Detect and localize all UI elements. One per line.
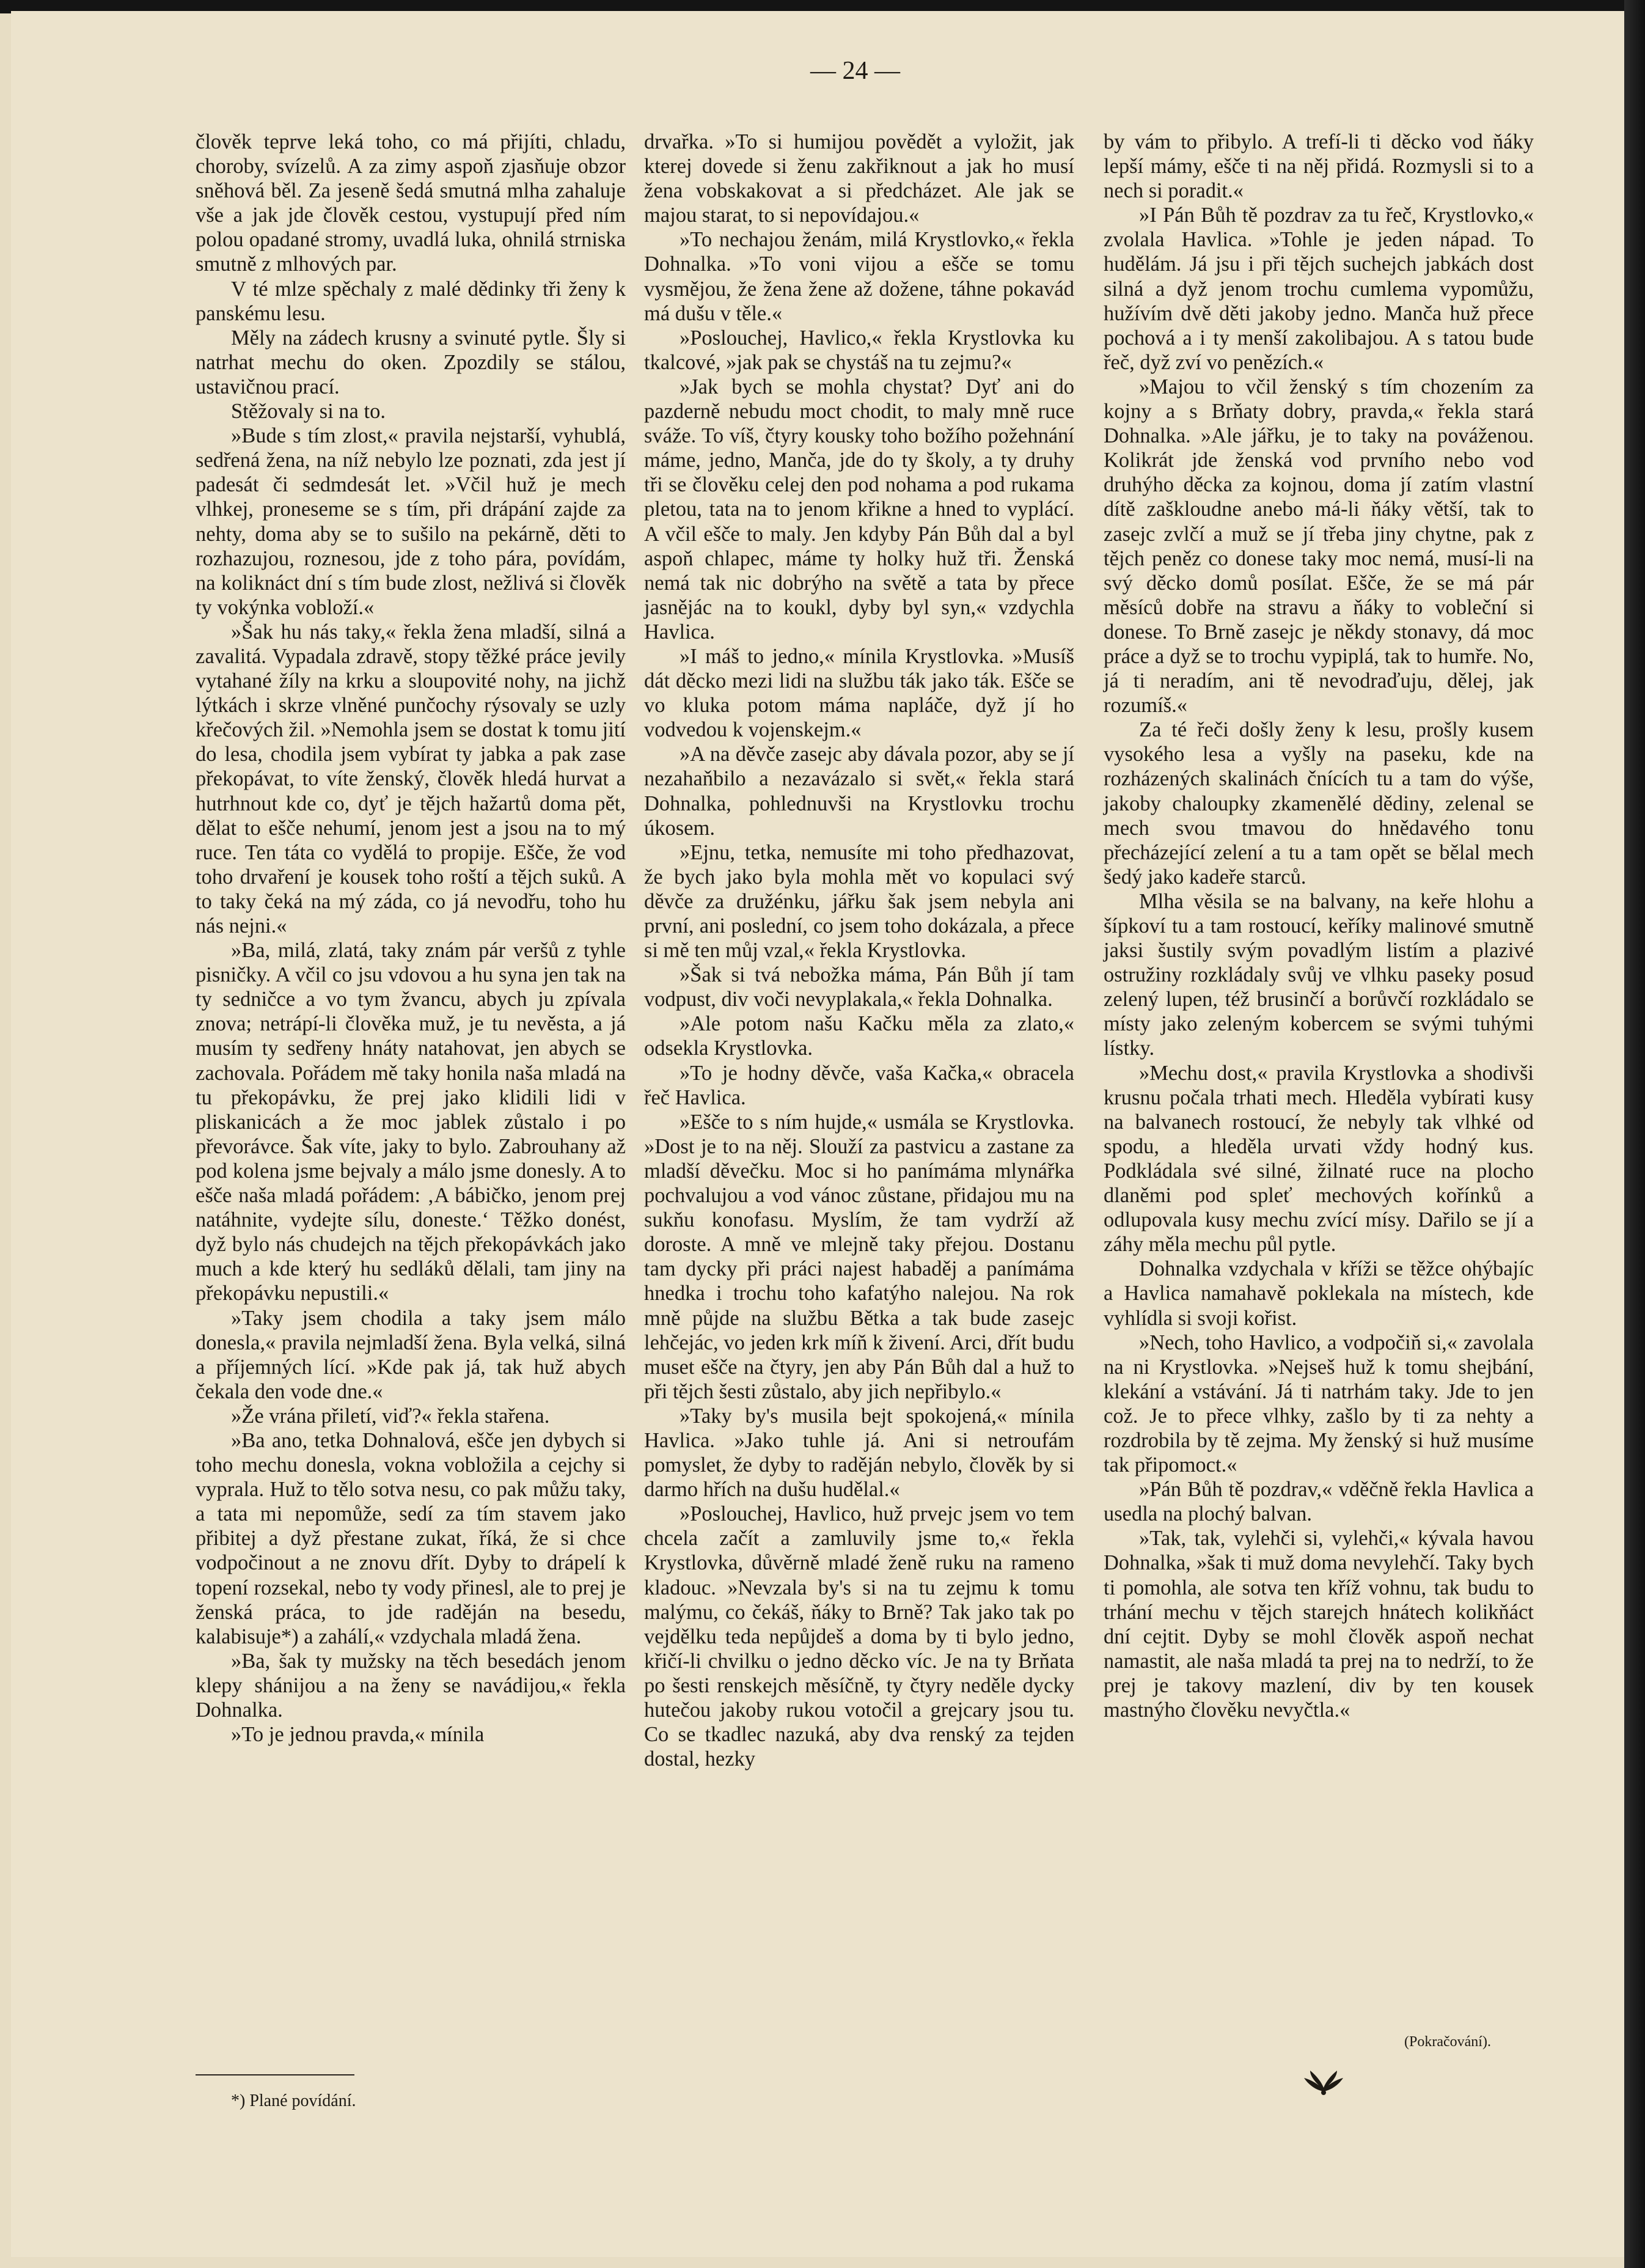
paragraph: »Mechu dost,« pravila Krystlovka a shodivši krusnu počala trhati mech. Hleděla vybírati kusy na balvanech rostoucí, že nebyly tak vlhké od spodu, a hleděla urvati vždy hodný kus. Podkládala své silné, žilnaté ruce na plocho dlaněmi pod spleť mechových kořínků a odlupovala kusy mechu zvící mísy. Dařilo se jí a záhy měla mechu půl pytle.: [1104, 1061, 1534, 1257]
paragraph: »To je hodny děvče, vaša Kačka,« obracela řeč Havlica.: [644, 1061, 1074, 1109]
text-column-2: [644, 130, 1074, 1771]
paragraph: Dohnalka vzdychala v kříži se těžce ohýbajíc a Havlica namahavě poklekala na místech, kde vyhlídla si svoji kořist.: [1104, 1257, 1534, 1330]
paragraph: »Poslouchej, Havlico, huž prvejc jsem vo tem chcela začít a zamluvily jsme to,« řekla Krystlovka, důvěrně mladé ženě ruku na rameno kladouc. »Nevzala by's si na tu zejmu k tomu malýmu, co čekáš, ňáky to Brně? Tak jako tak po vejdělku teda nepůjdeš a doma by ti bylo jedno, křičí-li chvilku o jedno děcko víc. Je na ty Brňata po šesti renskejch měsíčně, ty čtyry neděle dycky hutečou jakoby rukou votočil a grejcary jsou tu. Co se tkadlec nazuká, aby dva renský za tejden dostal, hezky: [644, 1502, 1074, 1771]
paragraph: »To je jednou pravda,« mínila: [231, 1723, 485, 1747]
paragraph: »Jak bych se mohla chystat? Dyť ani do pazderně nebudu moct chodit, to maly mně ruce sváže. To víš, čtyry kousky toho božího požehnání máme, jedno, Manča, jde do ty školy, a ty druhy tři se člověku celej den pod nohama a pod rukama pletou, tata na to jenom křikne a hned to vyplácí. A včil ešče to maly. Jen kdyby Pán Bůh dal a byl aspoň chlapec, máme ty holky huž tři. Ženská nemá tak nic dobrýho na světě a tata by přece jasnějác na to koukl, dyby byl syn,« vzdychla Havlica.: [644, 375, 1074, 644]
paragraph: »Taky jsem chodila a taky jsem málo donesla,« pravila nejmladší žena. Byla velká, silná a příjemných lící. »Kde pak já, tak huž abych čekala den vode dne.«: [196, 1306, 626, 1403]
paragraph: Za té řeči došly ženy k lesu, prošly kusem vysokého lesa a vyšly na paseku, kde na rozházených skalinách čnících tu a tam do výše, jakoby chaloupky zkamenělé dědiny, zelenal se mech svou tmavou do hnědavého tonu přecházející zelení a tu a tam opět se bělal mech šedý jako kadeře starců.: [1104, 718, 1534, 889]
paragraph: »I Pán Bůh tě pozdrav za tu řeč, Krystlovko,« zvolala Havlica. »Tohle je jeden nápad. To hudělám. Já jsu i při tějch suchejch jabkách dost silná a dyž jenom trochu cumlema vypomůžu, hužívím dvě děti jakoby jedno. Manča huž přece pochová a i ty menší zakolibajou. A s tatou bude řeč, dyž zví vo penězích.«: [1104, 204, 1534, 374]
paragraph: »I máš to jedno,« mínila Krystlovka. »Musíš dát děcko mezi lidi na službu ták jako ták. Ešče se vo kluka potom máma napláče, dyž jí ho vodvedou k vojenskejm.«: [644, 644, 1074, 742]
paragraph: »Ejnu, tetka, nemusíte mi toho předhazovat, že bych jako byla mohla mět vo kopulaci svý děvče za družénku, jářku šak jsem nebyla ani první, ani poslední, co jsem toho dokázala, a přece si mě ten můj vzal,« řekla Krystlovka.: [644, 840, 1074, 963]
paragraph: V té mlze spěchaly z malé dědinky tři ženy k panskému lesu.: [196, 277, 626, 325]
paragraph: by vám to přibylo. A trefí-li ti děcko vod ňáky lepší mámy, ešče ti na něj přidá. Rozmysli si to a nech si poradit.«: [1104, 130, 1534, 203]
page-number: — 24 —: [810, 57, 900, 85]
paragraph: »Že vrána přiletí, viď?« řekla stařena.: [231, 1404, 550, 1428]
text-column-1: [196, 130, 626, 1747]
paragraph: »Ba ano, tetka Dohnalová, ešče jen dybych si toho mechu donesla, vokna vobložila a cejchy si vyprala. Huž to tělo sotva nesu, co pak můžu taky, a tata mi nepomůže, sedí za tím stavem jako přibitej a dyž přestane zukat, říká, že si chce vodpočinout a ne znovu dřít. Dyby to drápelí k topení rozsekal, nebo ty vody přinesl, ale to prej je ženská práca, to jde raděján na besedu, kalabisuje*) a zahálí,« vzdychala mladá žena.: [196, 1428, 626, 1648]
paragraph: Stěžovaly si na to.: [231, 400, 386, 424]
paragraph: »Nech, toho Havlico, a vodpočiň si,« zavolala na ni Krystlovka. »Nejseš huž k tomu shejbání, klekání a vstávání. Já ti natrhám taky. Jde to jen což. Je to přece vlhky, zašlo by ti za nehty a rozdrobila by tě zejma. My ženský si huž musíme tak připomoct.«: [1104, 1330, 1534, 1477]
paragraph: »Poslouchej, Havlico,« řekla Krystlovka ku tkalcové, »jak pak se chystáš na tu zejmu?«: [644, 326, 1074, 374]
paragraph: »To nechajou ženám, milá Krystlovko,« řekla Dohnalka. »To voni vijou a ešče se tomu vysmějou, že žena žene až dožene, táhne pokavád má dušu v těle.«: [644, 228, 1074, 325]
paragraph: »A na děvče zasejc aby dávala pozor, aby se jí nezahaňbilo a nezavázalo si svět,« řekla stará Dohnalka, pohlednuvši na Krystlovku trochu úkosem.: [644, 743, 1074, 840]
paragraph: »Tak, tak, vylehči si, vylehči,« kývala havou Dohnalka, »šak ti muž doma nevylehčí. Taky bych ti pomohla, ale sotva ten kříž vohnu, tak budu to trhání mechu v tějch starejch hnátech kolikňáct dní cejtit. Dyby se mohl člověk aspoň nechat namastit, ale naša mladá ta prej na to nedrží, to že prej je takovy mazlení, div by ten kousek mastnýho člověku nevyčtla.«: [1104, 1527, 1534, 1722]
paragraph: drvařka. »To si humijou povědět a vyložit, jak kterej dovede si ženu zakřiknout a jak ho musí žena vobskakovat a si předcházet. Ale jak se majou starat, to si nepovídajou.«: [644, 130, 1074, 227]
paragraph: Mlha věsila se na balvany, na keře hlohu a šípkoví tu a tam rostoucí, keříky malinové smutně jaksi šustily svým povadlým listím a plazivé ostružiny rozkládaly svůj ve vlhku paseky posud zelený lupen, též brusinčí a borůvčí rozkládalo se místy jako zeleným kobercem se svými tuhými lístky.: [1104, 889, 1534, 1060]
paragraph: Měly na zádech krusny a svinuté pytle. Šly si natrhat mechu do oken. Zpozdily se stálou, ustavičnou prací.: [196, 326, 626, 398]
paragraph: člověk teprve leká toho, co má přijíti, chladu, choroby, svízelů. A za zimy aspoň zjasňuje obzor sněhová běl. Za jeseně šedá smutná mlha zahaluje vše a jak jde člověk cestou, vystupují před ním polou opadané stromy, uvadlá luka, ohnilá strniska smutně z mlhových par.: [196, 130, 626, 276]
paragraph: »Šak si tvá nebožka máma, Pán Bůh jí tam vodpust, div voči nevyplakala,« řekla Dohnalka.: [644, 963, 1074, 1011]
paragraph: »Šak hu nás taky,« řekla žena mladší, silná a zavalitá. Vypadala zdravě, stopy těžké práce jevily vytahané žíly na krku a sloupovité nohy, na jichž lýtkách i skrze vlněné punčochy rýsovaly se uzly křečových žil. »Nemohla jsem se dostat k tomu jití do lesa, chodila jsem vybírat ty jabka a pak zase překopávat, to víte ženský, člověk hledá hurvat a hutrhnout kde co, dyť je tějch hažartů doma pět, dělat to ešče nehumí, jenom jest a jsou na to mý ruce. Ten táta co vydělá to propije. Ešče, že vod toho drvaření je kousek toho roští a tějch suků. A to taky čeká na mý záda, co já nevodřu, toho hu nás nejni.«: [196, 620, 626, 938]
right-scan-edge: [1624, 0, 1645, 2268]
text-column-3: [1104, 130, 1534, 1722]
fleuron-ornament-icon: [1298, 2067, 1349, 2096]
paragraph: »Majou to včil ženský s tím chozením za kojny a s Brňaty dobry, pravda,« řekla stará Dohnalka. »Ale jářku, je to taky na pováženou. Kolikrát jde ženská vod prvního nebo vod druhýho děcka za kojnou, doma jí zatím vlastní dítě zaškloudne anebo má-li ňáky větší, tak to zasejc zvlčí a muž se jí třeba jiny chytne, pak z tějch peněz co donese taky moc nemá, musí-li na svý děcko domů posílat. Ešče, že se má pár měsíců dobře na stravu a ňáky to vobleční si donese. To Brně zasejc je někdy stonavy, dá moc práce a dyž se to trochu vypiplá, tak to humře. No, já ti neradím, ani tě nevodraďuju, dělej, jak rozumíš.«: [1104, 375, 1534, 717]
continuation-note: (Pokračování).: [1404, 2034, 1491, 2050]
paragraph: »Ale potom našu Kačku měla za zlato,« odsekla Krystlovka.: [644, 1012, 1074, 1060]
paragraph: »Taky by's musila bejt spokojená,« mínila Havlica. »Jako tuhle já. Ani si netroufám pomyslet, že dyby to raděján nebylo, člověk by si darmo hřích na dušu hudělal.«: [644, 1404, 1074, 1502]
paragraph: »Ešče to s ním hujde,« usmála se Krystlovka. »Dost je to na něj. Slouží za pastvicu a zastane za mladší děvečku. Moc si ho panímáma mlynářka pochvalujou a vod vánoc zůstane, přidajou mu na sukňu konofasu. Myslím, že tam vydrží až doroste. A mně ve mlejně taky přejou. Dostanu tam dycky při práci najest habaděj a panímáma hnedka i trochu toho kafatýho nalejou. Na rok mně půjde na službu Bětka a tak bude zasejc lehčejác, vo jeden krk míň k živení. Arci, dřít budu muset ešče na čtyry, jen aby Pán Bůh dal a huž to při tějch šesti zůstalo, aby jich nepřibylo.«: [644, 1110, 1074, 1403]
footnote: *) Plané povídání.: [231, 2091, 356, 2110]
paragraph: »Bude s tím zlost,« pravila nejstarší, vyhublá, sedřená žena, na níž nebylo lze poznati, zda jest jí padesát či sedmdesát let. »Včil huž je mech vlhkej, proneseme se s tím, při drápání zajde za nehty, doma aby se to sušilo na pekárně, děti to rozhazujou, roznesou, jde z toho pára, povídám, na koliknáct dní s tím bude zlost, nežlivá si člověk ty vokýnka vobloží.«: [196, 424, 626, 619]
paragraph: »Ba, šak ty mužsky na těch besedách jenom klepy shánijou a na ženy se navádijou,« řekla Dohnalka.: [196, 1649, 626, 1722]
paragraph: »Pán Bůh tě pozdrav,« vděčně řekla Havlica a usedla na plochý balvan.: [1104, 1478, 1534, 1526]
paragraph: »Ba, milá, zlatá, taky znám pár veršů z tyhle pisničky. A včil co jsu vdovou a hu syna jen tak na ty sedničce a vo tym žvancu, abych ju zpívala znova; netrápí-li člověka muž, je tu nevěsta, a já musím ty sedřeny hnáty natahovat, jen abych se zachovala. Pořádem mě taky honila naša mladá na tu překopávku, že prej jako klidili lidi v pliskanicách a že moc jablek zůstalo i po převorávce. Šak víte, jaky to bylo. Zabrouhany až pod kolena jsme bejvaly a málo jsme donesly. A to ešče naša mladá pořádem: ‚A bábičko, jenom prej natáhnite, vydejte sílu, doneste.‘ Těžko donést, dyž bylo nás chudejch na tějch překopávkách jako much a kde který hu sedláků dělali, tam jiny na překopávku nepustili.«: [196, 939, 626, 1305]
footnote-rule: [196, 2074, 354, 2075]
